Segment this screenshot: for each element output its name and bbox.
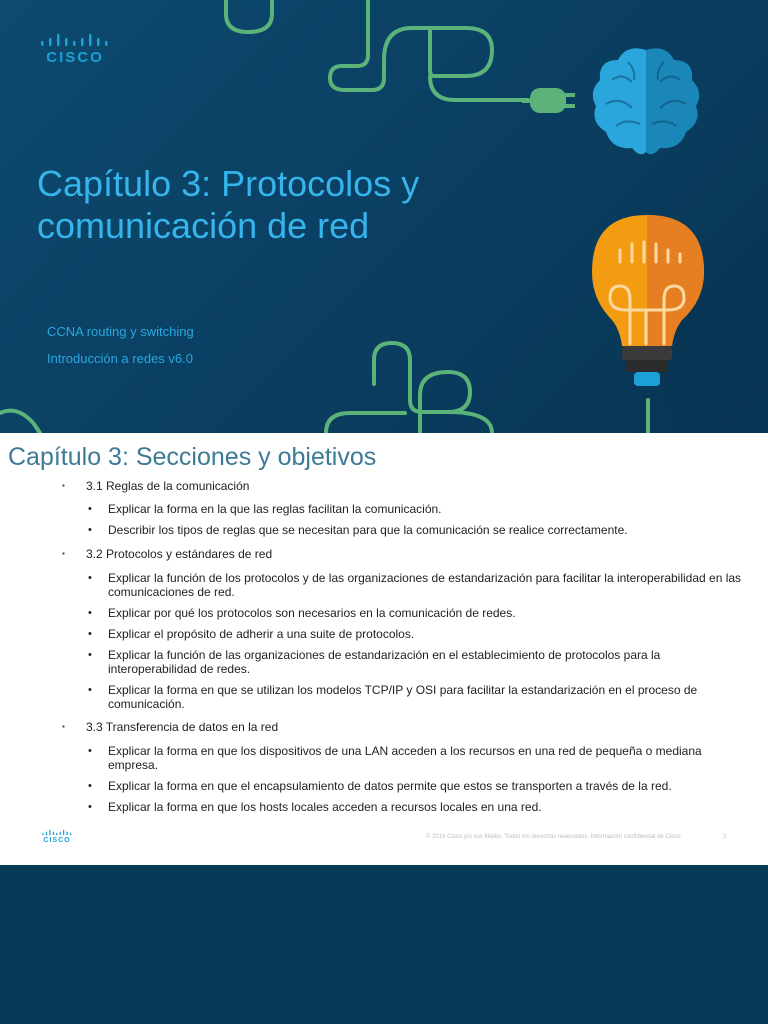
- objectives-list: [0, 479, 768, 821]
- cisco-logo-text-small: CISCO: [43, 837, 71, 844]
- objective-item: • Explicar por qué los protocolos son necesarios en la comunicación de redes.: [88, 606, 516, 620]
- objective-item: • Explicar la forma en que se utilizan los modelos TCP/IP y OSI para facilitar la estandarización en el proceso de comunicación.: [88, 683, 698, 711]
- subtitle-version: Introducción a redes v6.0: [47, 351, 193, 366]
- cisco-bars-icon: [40, 33, 110, 49]
- objective-item: • Explicar el propósito de adherir a una suite de protocolos.: [88, 627, 415, 641]
- section-item: ▪ 3.1 Reglas de la comunicación: [62, 479, 250, 493]
- section-item: ▪ 3.3 Transferencia de datos en la red: [62, 720, 279, 734]
- section-item: ▪ 3.2 Protocolos y estándares de red: [62, 547, 273, 561]
- subtitle-course: CCNA routing y switching: [47, 324, 194, 339]
- objective-item: • Explicar la forma en que el encapsulamiento de datos permite que estos se transporten a través de la red.: [88, 779, 672, 793]
- objective-item: • Explicar la función de las organizaciones de estandarización en el establecimiento de protocolos para la interoperabilidad de redes.: [88, 648, 661, 676]
- empty-background: [0, 865, 768, 1024]
- cisco-bars-icon: [42, 829, 72, 837]
- objective-item: • Explicar la forma en que los hosts locales acceden a recursos locales en una red.: [88, 800, 542, 814]
- copyright-footer: © 2016 Cisco y/o sus filiales. Todos los derechos reservados. Información confidencial de Cisco.: [426, 834, 683, 840]
- cisco-logo-small: [42, 829, 72, 844]
- objective-item: • Describir los tipos de reglas que se necesitan para que la comunicación se realice correctamente.: [88, 523, 628, 537]
- objective-item: • Explicar la forma en la que las reglas facilitan la comunicación.: [88, 502, 442, 516]
- objective-item: • Explicar la función de los protocolos y de las organizaciones de estandarización para facilitar la interoperabilidad en las comunicaciones de red.: [88, 571, 742, 599]
- brain-icon: [593, 48, 699, 154]
- objectives-slide: [0, 433, 768, 865]
- slide-title: Capítulo 3: Protocolos y comunicación de red: [37, 163, 420, 246]
- objective-item: • Explicar la forma en que los dispositivos de una LAN acceden a los recursos en una red de pequeña o mediana empresa.: [88, 744, 702, 772]
- page-number: 2: [723, 834, 727, 840]
- cisco-logo-text: CISCO: [46, 49, 104, 66]
- cisco-logo: [40, 33, 110, 65]
- plug-icon: [522, 88, 575, 113]
- title-slide: [0, 0, 768, 433]
- slide-heading: Capítulo 3: Secciones y objetivos: [8, 443, 377, 471]
